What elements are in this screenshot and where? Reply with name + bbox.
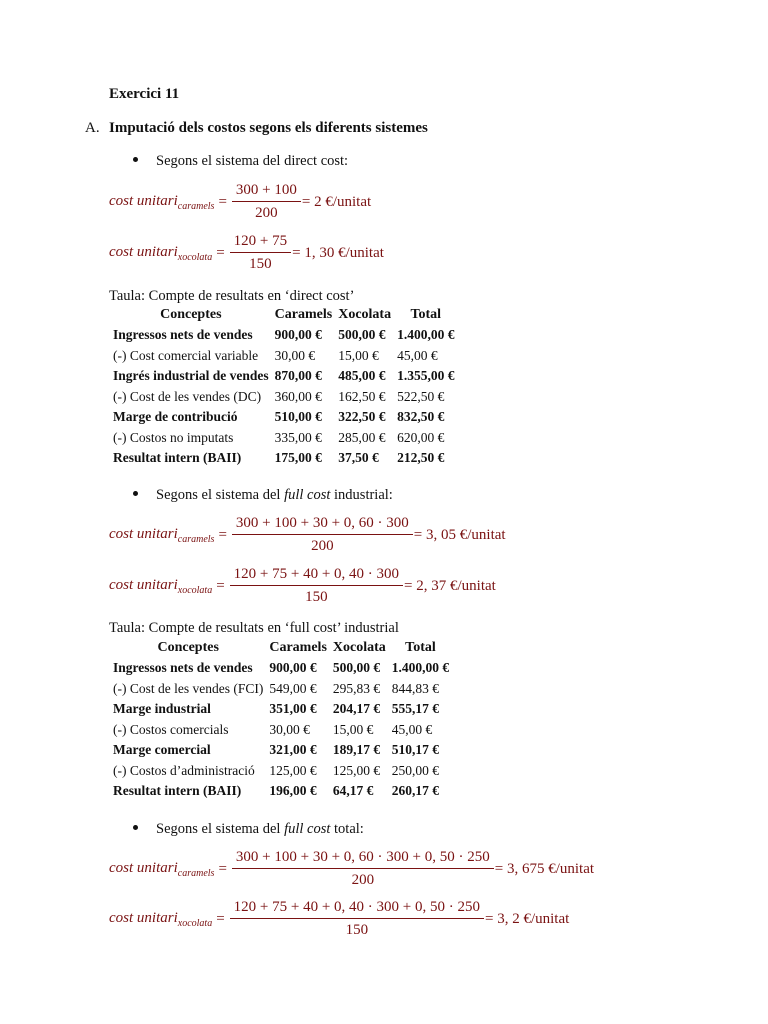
table-cell: 285,00 € [338, 429, 386, 445]
table-cell: 485,00 € [338, 368, 386, 384]
equation-result: = 3, 05 €/unitat [413, 526, 506, 543]
table-cell: 322,50 € [338, 409, 386, 425]
table-cell: 37,50 € [338, 450, 379, 466]
equation-lhs: cost unitari$_{caramels}$ [109, 859, 215, 879]
table-cell: 321,00 € [269, 742, 317, 758]
bullet-dot-icon [133, 825, 138, 830]
table-caption-direct-cost: Taula: Compte de resultats en ‘direct cost’ [109, 288, 355, 304]
table-cell: 15,00 € [338, 347, 379, 363]
bullet-direct-cost-text: Segons el sistema del direct cost: [156, 153, 349, 169]
section-letter: A. [85, 120, 100, 136]
row-label: Marge industrial [113, 701, 211, 717]
table-row [110, 387, 457, 408]
row-label: (-) Cost comercial variable [113, 347, 259, 363]
bullet-text: Segons el sistema del [156, 821, 285, 837]
row-label: Resultat intern (BAII) [113, 783, 242, 799]
column-header: Caramels [269, 640, 327, 655]
row-label: (-) Costos comercials [113, 721, 229, 737]
row-label: Ingressos nets de vendes [113, 660, 253, 676]
section-heading [85, 120, 428, 137]
table-cell: 45,00 € [397, 347, 438, 363]
bullet-text: Segons el sistema del [156, 487, 285, 503]
bullet-full-cost-total [133, 821, 364, 838]
table-cell: 900,00 € [274, 327, 322, 343]
table-cell: 212,50 € [397, 450, 445, 466]
table-cell: 555,17 € [391, 701, 440, 717]
table-cell: 204,17 € [332, 701, 381, 717]
bullet-text-suffix: industrial: [330, 487, 393, 503]
bullet-direct-cost [133, 153, 348, 170]
table-row [110, 366, 457, 387]
table-row [110, 658, 452, 679]
table-cell: 250,00 € [391, 762, 440, 778]
bullet-full-cost-industrial [133, 487, 393, 504]
table-cell: 64,17 € [332, 783, 374, 799]
results-table-direct-cost [110, 305, 457, 469]
table-cell: 620,00 € [397, 429, 445, 445]
row-label: Marge de contribució [113, 409, 238, 425]
column-header: Total [410, 307, 442, 322]
equation-result: = 3, 675 €/unitat [494, 860, 595, 877]
table-row [110, 781, 452, 802]
table-cell: 295,83 € [332, 680, 381, 696]
table-cell: 260,17 € [391, 783, 440, 799]
equation-result: = 3, 2 €/unitat [485, 910, 570, 927]
table-row [110, 346, 457, 367]
equation-direct-caramels: cost unitari$_{caramels}$ = $\frac{300 + 100}{200}$ = 2 €/unitat [109, 182, 372, 221]
table-cell: 351,00 € [269, 701, 317, 717]
equation-fci-xocolata: cost unitari$_{xocolata}$ = $\frac{120 + 75 + 40 + 0, 40 \cdot 300}{150}$ = 2, 37 €/unitat [109, 566, 496, 605]
table-row [110, 761, 452, 782]
bullet-dot-icon [133, 491, 138, 496]
exercise-title: Exercici 11 [109, 86, 180, 102]
table-row [110, 407, 457, 428]
equation-result: = 2, 37 €/unitat [404, 577, 496, 594]
column-header: Caramels [274, 307, 333, 322]
table-cell: 522,50 € [397, 388, 445, 404]
table-cell: 125,00 € [332, 762, 381, 778]
row-label: Ingrés industrial de vendes [113, 368, 269, 384]
row-label: Marge comercial [113, 742, 211, 758]
equation-fct-caramels: cost unitari$_{caramels}$ = $\frac{300 + 100 + 30 + 0, 60 \cdot 300 + 0, 50 \cdot 250}{200}$ = 3, 675 €/unitat [109, 849, 595, 888]
table-cell: 1.355,00 € [397, 368, 455, 384]
column-header: Xocolata [338, 307, 392, 322]
row-label: (-) Cost de les vendes (DC) [113, 388, 262, 404]
table-row [110, 720, 452, 741]
table-cell: 335,00 € [274, 429, 322, 445]
table-row [110, 428, 457, 449]
equation-fraction: $\frac{300 + 100 + 30 + 0, 60 \cdot 300 + 0, 50 \cdot 250}{200}$ [234, 849, 492, 889]
table-cell: 1.400,00 € [397, 327, 455, 343]
equation-lhs: cost unitari$_{caramels}$ [109, 192, 215, 212]
table-cell: 844,83 € [391, 680, 440, 696]
row-label: (-) Costos no imputats [113, 429, 234, 445]
equation-fraction: $\frac{300 + 100 + 30 + 0, 60 \cdot 300}{200}$ [234, 515, 411, 555]
equation-lhs: cost unitari$_{xocolata}$ [109, 909, 213, 929]
equation-result: = 1, 30 €/unitat [292, 244, 384, 261]
equation-fraction: $\frac{120 + 75}{150}$ [232, 233, 289, 273]
table-cell: 175,00 € [274, 450, 322, 466]
table-row [110, 699, 452, 720]
table-cell: 189,17 € [332, 742, 381, 758]
table-cell: 196,00 € [269, 783, 317, 799]
bullet-dot-icon [133, 157, 138, 162]
table-cell: 549,00 € [269, 680, 317, 696]
row-label: (-) Costos d’administració [113, 762, 255, 778]
equation-fraction: $\frac{120 + 75 + 40 + 0, 40 \cdot 300 + 0, 50 \cdot 250}{150}$ [232, 899, 482, 939]
bullet-emphasis: full cost [284, 487, 331, 503]
equation-fraction: $\frac{120 + 75 + 40 + 0, 40 \cdot 300}{150}$ [232, 566, 401, 606]
table-cell: 125,00 € [269, 762, 317, 778]
equation-fraction: $\frac{300 + 100}{200}$ [234, 182, 299, 222]
table-row [110, 679, 452, 700]
column-header: Total [405, 640, 436, 655]
row-label: Ingressos nets de vendes [113, 327, 253, 343]
table-cell: 30,00 € [274, 347, 316, 363]
table-cell: 510,17 € [391, 742, 440, 758]
equation-lhs: cost unitari$_{xocolata}$ [109, 243, 213, 263]
column-header: Conceptes [160, 307, 222, 322]
table-cell: 832,50 € [397, 409, 445, 425]
row-label: Resultat intern (BAII) [113, 450, 242, 466]
table-cell: 360,00 € [274, 388, 322, 404]
column-header: Xocolata [332, 640, 386, 655]
equation-direct-xocolata: cost unitari$_{xocolata}$ = $\frac{120 + 75}{150}$ = 1, 30 €/unitat [109, 233, 384, 272]
equation-lhs: cost unitari$_{xocolata}$ [109, 576, 213, 596]
table-row [110, 325, 457, 346]
table-row [110, 740, 452, 761]
table-cell: 1.400,00 € [391, 660, 450, 676]
table-cell: 510,00 € [274, 409, 322, 425]
table-caption-full-cost-industrial: Taula: Compte de resultats en ‘full cost’ industrial [109, 620, 399, 636]
bullet-text-suffix: total: [330, 821, 364, 837]
equation-result: = 2 €/unitat [301, 193, 372, 210]
table-cell: 500,00 € [332, 660, 381, 676]
table-row [110, 448, 457, 469]
row-label: (-) Cost de les vendes (FCI) [113, 680, 264, 696]
table-cell: 45,00 € [391, 721, 433, 737]
results-table-full-cost-industrial [110, 638, 452, 802]
table-cell: 500,00 € [338, 327, 386, 343]
section-title: Imputació dels costos segons els diferents sistemes [109, 120, 428, 136]
table-cell: 870,00 € [274, 368, 322, 384]
bullet-emphasis: full cost [284, 821, 331, 837]
equation-fci-caramels: cost unitari$_{caramels}$ = $\frac{300 + 100 + 30 + 0, 60 \cdot 300}{200}$ = 3, 05 €/unitat [109, 515, 506, 554]
table-cell: 900,00 € [269, 660, 317, 676]
table-cell: 162,50 € [338, 388, 386, 404]
table-cell: 30,00 € [269, 721, 310, 737]
table-cell: 15,00 € [332, 721, 374, 737]
equation-lhs: cost unitari$_{caramels}$ [109, 525, 215, 545]
column-header: Conceptes [157, 640, 219, 655]
equation-fct-xocolata: cost unitari$_{xocolata}$ = $\frac{120 + 75 + 40 + 0, 40 \cdot 300 + 0, 50 \cdot 250}{150}$ = 3, 2 €/unitat [109, 899, 570, 938]
